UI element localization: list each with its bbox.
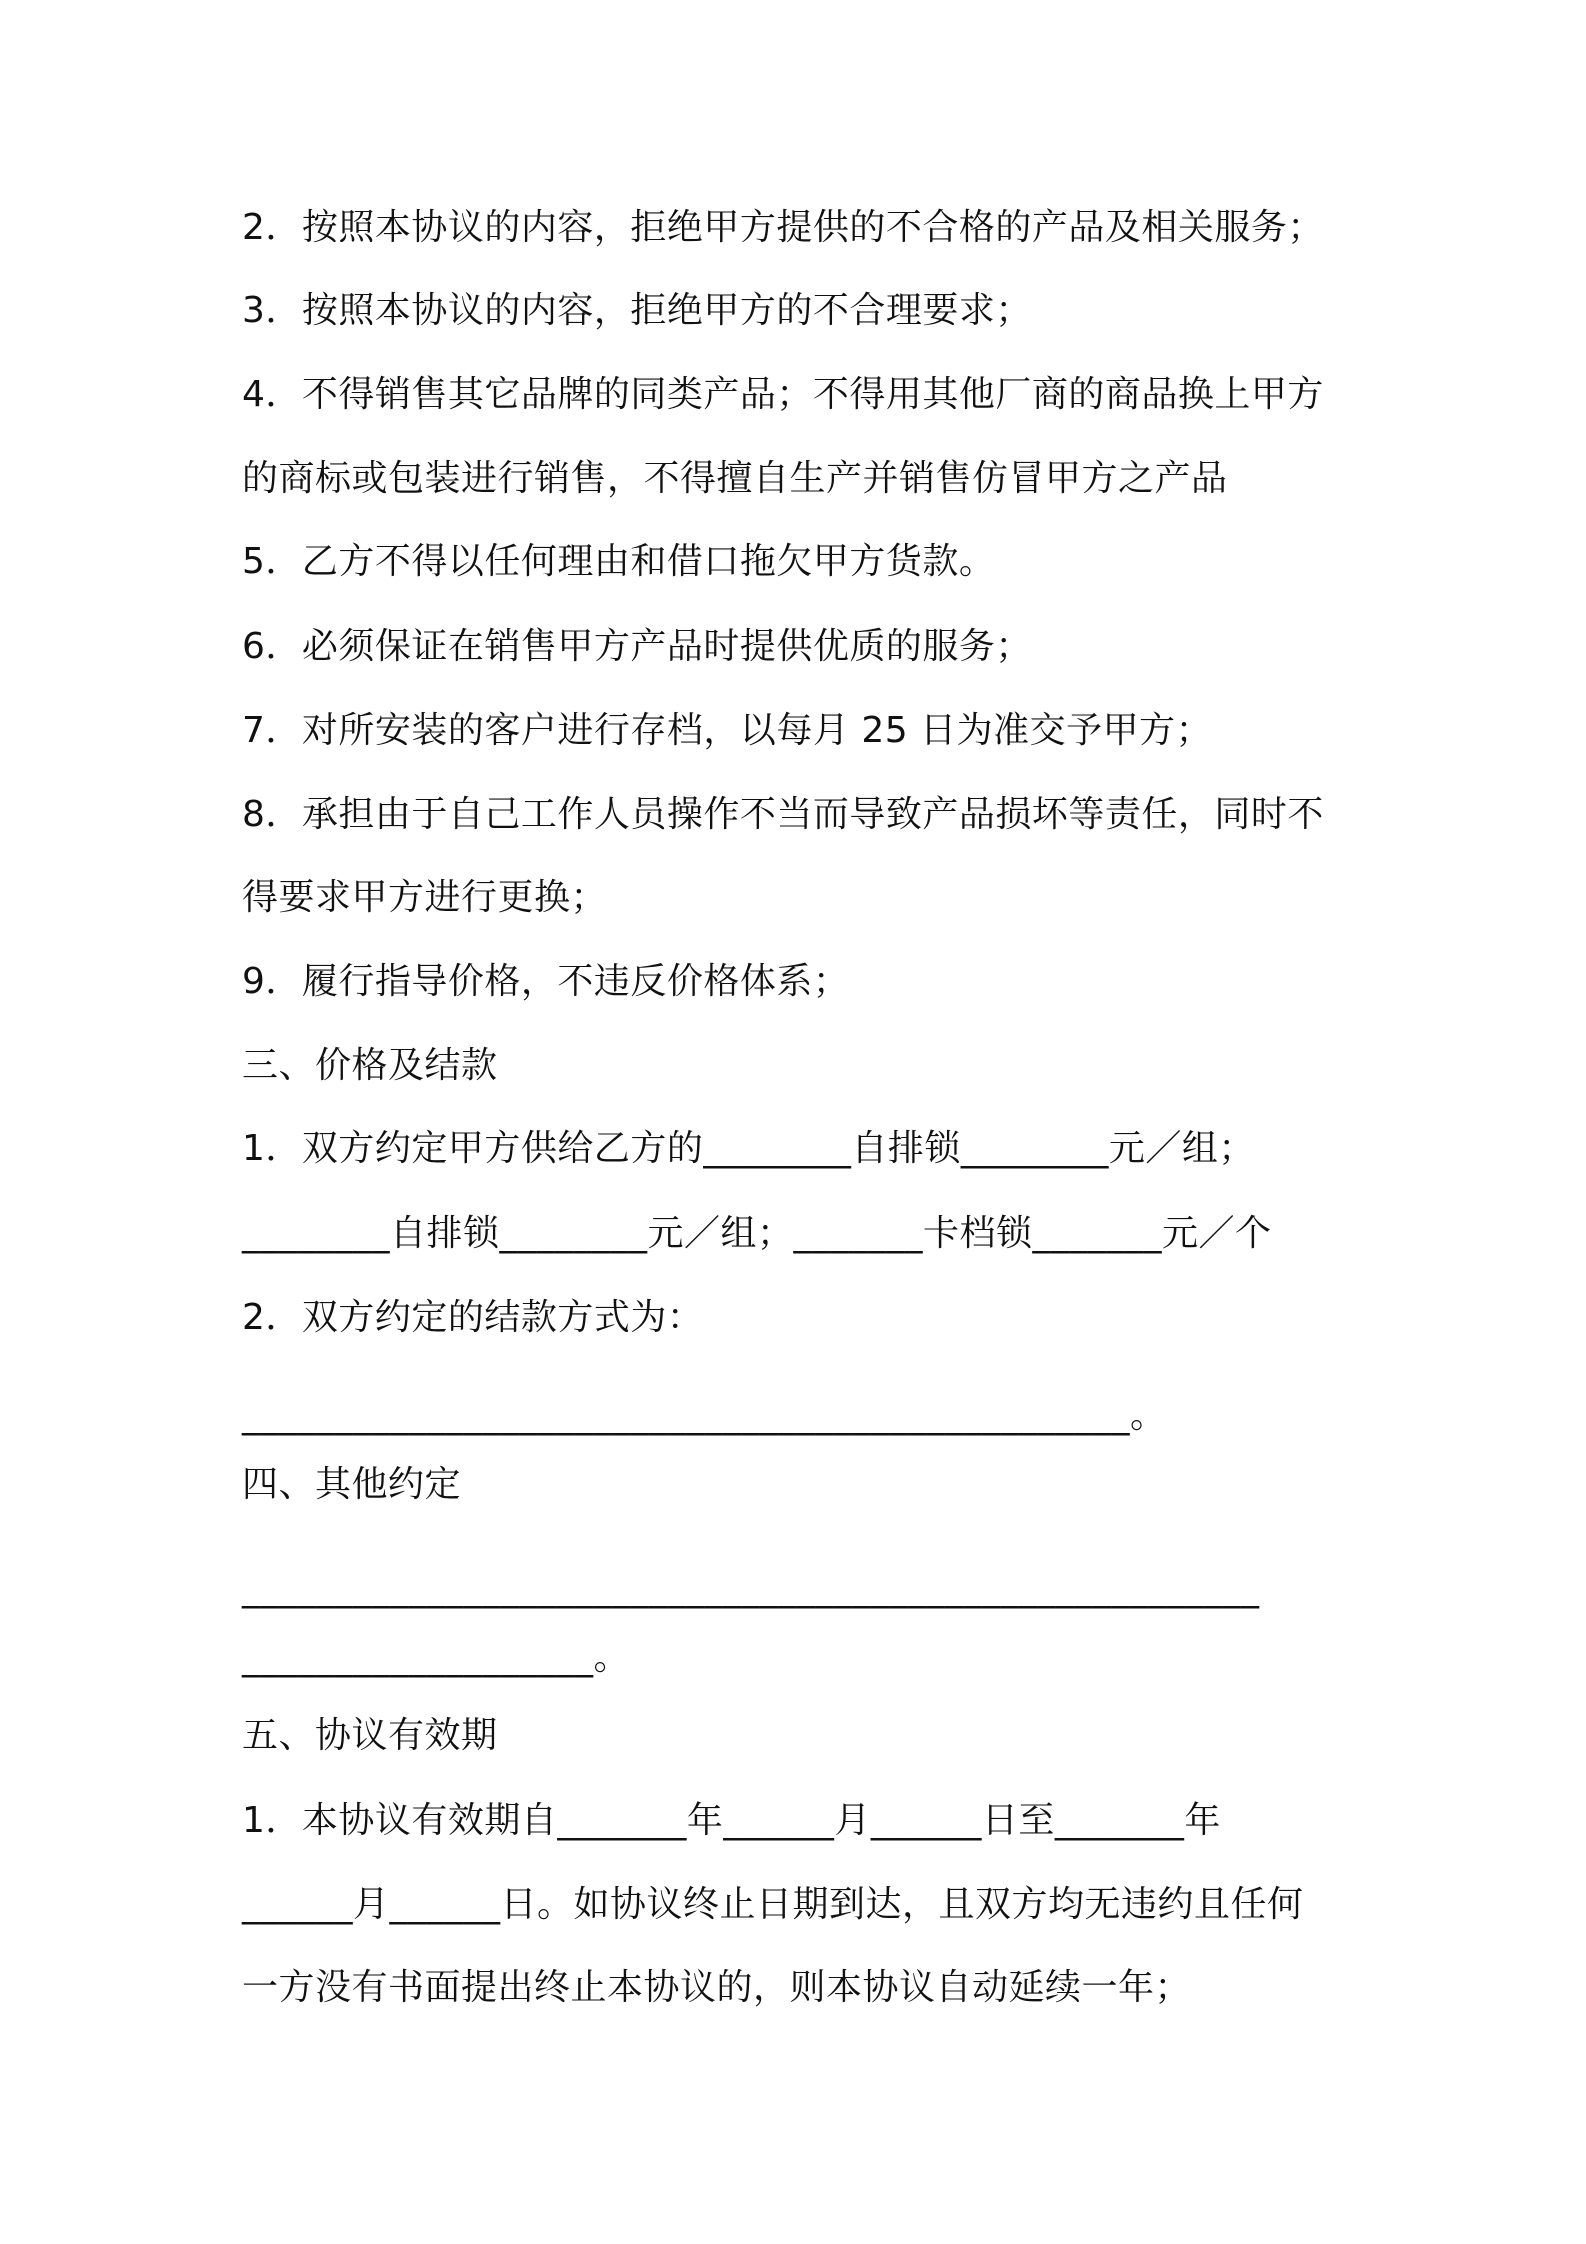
section-heading-validity: 五、协议有效期 — [242, 1715, 498, 1756]
clause-line: 2．按照本协议的内容，拒绝甲方提供的不合格的产品及相关服务； — [242, 207, 1324, 248]
blank-line: ________________________________________________。 — [242, 1395, 1167, 1436]
clause-line: 1．本协议有效期自_______年______月______日至_______年 — [242, 1800, 1221, 1841]
clause-line: ______月______日。如协议终止日期到达，且双方均无违约且任何 — [242, 1884, 1304, 1925]
clause-line: 8．承担由于自己工作人员操作不当而导致产品损坏等责任，同时不 — [242, 794, 1324, 835]
clause-line: 1．双方约定甲方供给乙方的________自排锁________元／组； — [242, 1128, 1255, 1169]
blank-line: ___________________。 — [242, 1637, 630, 1678]
clause-line: 3．按照本协议的内容，拒绝甲方的不合理要求； — [242, 290, 1032, 331]
blank-line: _______________________________________________________ — [242, 1568, 1260, 1609]
clause-line: 得要求甲方进行更换； — [242, 877, 608, 918]
section-heading-other: 四、其他约定 — [242, 1464, 462, 1505]
clause-line: 9．履行指导价格，不违反价格体系； — [242, 961, 850, 1002]
clause-line: 6．必须保证在销售甲方产品时提供优质的服务； — [242, 626, 1032, 667]
clause-line: 的商标或包装进行销售，不得擅自生产并销售仿冒甲方之产品 — [242, 458, 1228, 499]
clause-line: 7．对所安装的客户进行存档，以每月 25 日为准交予甲方； — [242, 710, 1213, 751]
clause-line: ________自排锁________元／组；_______卡档锁_______元／个 — [242, 1213, 1272, 1254]
clause-line: 一方没有书面提出终止本协议的，则本协议自动延续一年； — [242, 1967, 1192, 2008]
clause-line: 2．双方约定的结款方式为： — [242, 1297, 704, 1338]
clause-line: 5．乙方不得以任何理由和借口拖欠甲方货款。 — [242, 541, 996, 582]
section-heading-price: 三、价格及结款 — [242, 1045, 498, 1086]
clause-line: 4．不得销售其它品牌的同类产品；不得用其他厂商的商品换上甲方 — [242, 374, 1324, 415]
